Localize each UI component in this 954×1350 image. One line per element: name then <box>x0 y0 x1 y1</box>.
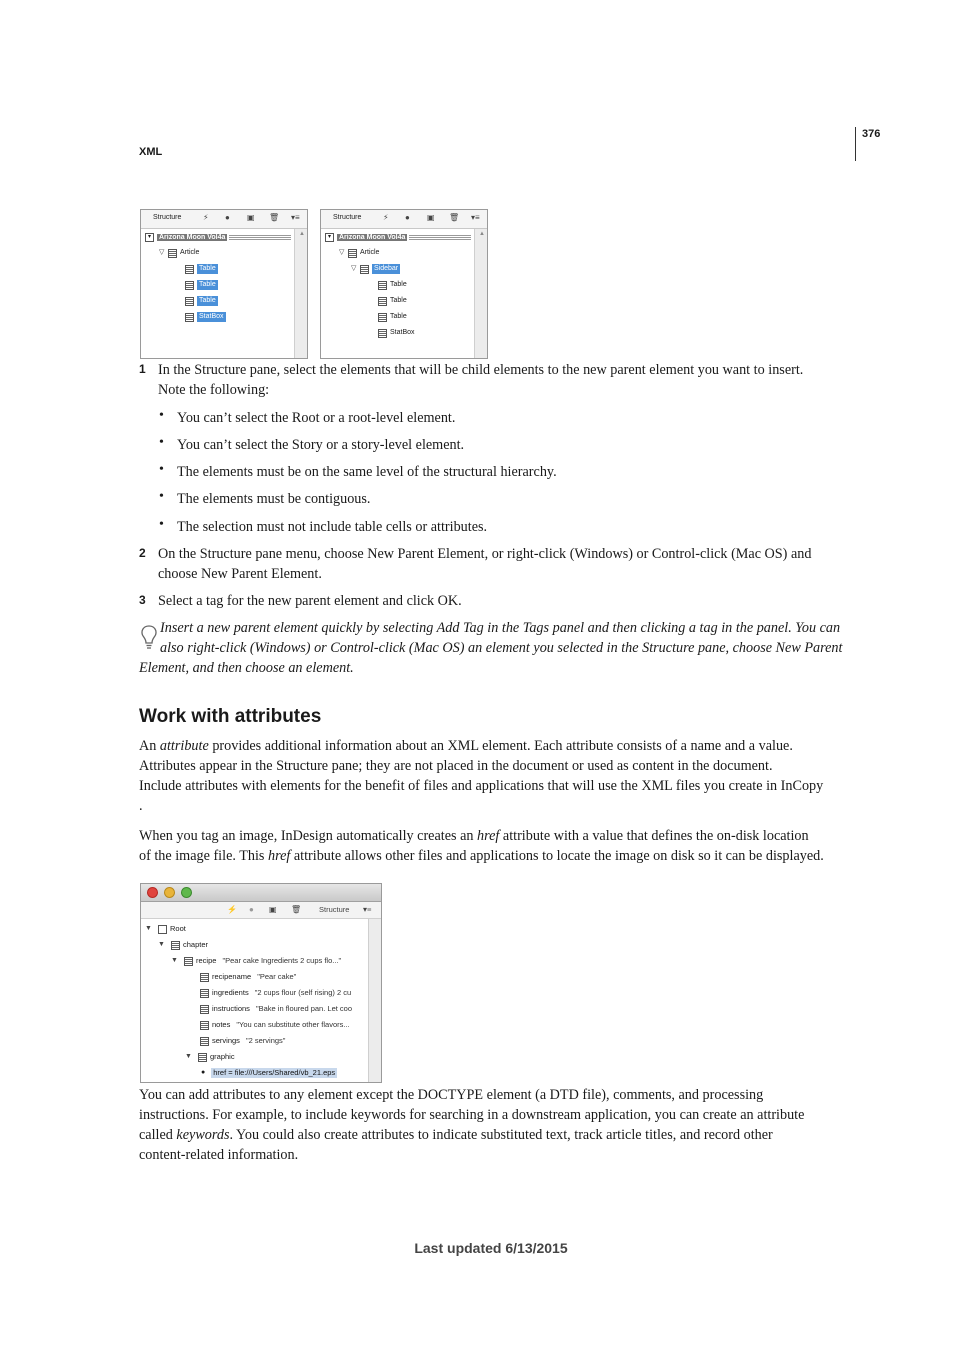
term-keywords: keywords <box>176 1127 230 1143</box>
bullet-marker: • <box>159 435 164 450</box>
lightbulb-icon <box>139 624 159 652</box>
scrollbar[interactable] <box>294 229 307 358</box>
disclosure-triangle-icon[interactable]: ▼ <box>185 1053 192 1060</box>
element-value: "Bake in floured pan. Let coo <box>255 1004 352 1013</box>
bullet-item: The elements must be on the same level of the structural hierarchy. <box>177 464 557 480</box>
structure-toolbar <box>141 902 381 919</box>
element-value: "Pear cake Ingredients 2 cups flo..." <box>222 956 342 965</box>
text-run: provides additional information about an XML element. Each attribute consists of a name and a value. <box>212 738 793 754</box>
structure-window <box>140 883 382 1083</box>
panel-menu-icon[interactable]: ▾≡ <box>363 905 372 914</box>
scrollbar[interactable] <box>474 229 487 358</box>
tree-row-sidebar[interactable] <box>351 264 400 274</box>
paragraph-line: You can add attributes to any element except the DOCTYPE element (a DTD file), comments, and processing <box>139 1087 764 1103</box>
tree-row-instructions[interactable] <box>200 1004 352 1014</box>
zoom-icon[interactable] <box>181 887 192 898</box>
tip-text: Insert a new parent element quickly by selecting Add Tag in the Tags panel and then clicking a tag in the panel. You can <box>160 620 841 636</box>
tree-row-recipe[interactable] <box>171 956 341 966</box>
root-icon <box>158 925 167 934</box>
term-attribute: attribute <box>159 738 209 754</box>
paragraph-line <box>139 826 809 846</box>
root-row[interactable] <box>325 232 471 242</box>
root-stripes <box>409 234 471 241</box>
element-value: "2 cups flour (self rising) 2 cu <box>254 988 352 997</box>
tree-row-href-attribute[interactable] <box>201 1068 337 1078</box>
element-label-selected: StatBox <box>199 313 224 320</box>
tree-row-statbox[interactable] <box>378 328 415 338</box>
tree-row-table[interactable] <box>185 280 218 290</box>
element-label: servings <box>212 1036 240 1045</box>
panel-menu-icon[interactable]: ▾≡ <box>291 213 300 222</box>
circle-icon[interactable]: ● <box>249 905 254 914</box>
article-label: Article <box>360 249 380 256</box>
tree-row-notes[interactable] <box>200 1020 350 1030</box>
bullet-marker: • <box>159 408 164 423</box>
element-label: Table <box>390 313 407 320</box>
step-text: On the Structure pane menu, choose New Parent Element, or right-click (Windows) or Control-click (Mac OS) and <box>158 546 812 562</box>
trash-icon[interactable]: 🗑 <box>449 213 460 222</box>
structure-tab-label[interactable]: Structure <box>319 905 350 914</box>
element-label-selected: Sidebar <box>374 265 399 272</box>
page-number: 376 <box>862 128 881 140</box>
element-icon <box>200 989 209 998</box>
paragraph-line <box>139 736 793 756</box>
paragraph-line: content-related information. <box>139 1147 299 1163</box>
element-label: recipename <box>212 972 252 981</box>
element-label: graphic <box>210 1052 235 1061</box>
element-value: "Pear cake" <box>257 972 297 981</box>
story-icon <box>348 249 357 258</box>
lightning-icon[interactable]: ⚡ <box>227 905 237 914</box>
text-run: attribute with a value that defines the on-disk location <box>502 828 809 844</box>
disclosure-triangle-icon[interactable]: ▽ <box>159 249 165 256</box>
tree-row-statbox[interactable] <box>185 312 226 322</box>
term-href: href <box>267 848 291 864</box>
element-label-selected: Table <box>199 297 216 304</box>
text-run: When you tag an image, InDesign automatically creates an <box>139 828 474 844</box>
tree-row-table[interactable] <box>185 264 218 274</box>
structure-pane-after <box>320 209 488 359</box>
disclosure-triangle-icon[interactable]: ▽ <box>339 249 345 256</box>
footer-last-updated: Last updated 6/13/2015 <box>414 1240 568 1256</box>
element-icon <box>378 329 387 338</box>
root-stripes <box>229 234 291 241</box>
paragraph-line: instructions. For example, to include keywords for searching in a downstream application, you can create an attribute <box>139 1107 805 1123</box>
element-icon <box>200 1037 209 1046</box>
graphic-icon <box>198 1053 207 1062</box>
root-label: Root <box>170 924 186 933</box>
header-divider <box>855 127 856 161</box>
element-icon <box>185 297 194 306</box>
element-value: "2 servings" <box>245 1036 286 1045</box>
paragraph-line <box>139 1125 773 1145</box>
bullet-item: You can’t select the Root or a root-level element. <box>177 410 456 426</box>
attribute-bullet-icon: ● <box>201 1069 206 1076</box>
element-label: StatBox <box>390 329 415 336</box>
section-label: XML <box>139 146 163 158</box>
paragraph-line <box>139 846 824 866</box>
element-icon <box>200 1021 209 1030</box>
paragraph-line: Attributes appear in the Structure pane; they are not placed in the document or used as content in the document. <box>139 758 773 774</box>
text-run: of the image file. This <box>139 848 265 864</box>
tree-row-root[interactable] <box>145 924 186 934</box>
structure-pane-before <box>140 209 308 359</box>
element-icon <box>185 265 194 274</box>
trash-icon[interactable]: 🗑 <box>269 213 280 222</box>
tree-row-recipename[interactable] <box>200 972 296 982</box>
bullet-item: The elements must be contiguous. <box>177 491 371 507</box>
article-label: Article <box>180 249 200 256</box>
bullet-item: The selection must not include table cells or attributes. <box>177 519 488 535</box>
tree-row-article[interactable] <box>159 248 199 258</box>
tree-row-ingredients[interactable] <box>200 988 351 998</box>
element-label: chapter <box>183 940 209 949</box>
element-icon <box>360 265 369 274</box>
panel-menu-icon[interactable]: ▾≡ <box>471 213 480 222</box>
element-label: notes <box>212 1020 231 1029</box>
bullet-marker: • <box>159 489 164 504</box>
root-label: Arizona Moon Vol4a <box>339 233 406 241</box>
step-text-continued: choose New Parent Element. <box>158 566 322 582</box>
structure-toolbar <box>141 210 307 229</box>
trash-icon[interactable]: 🗑 <box>291 905 302 914</box>
tree-row-article[interactable] <box>339 248 379 258</box>
step-text: In the Structure pane, select the elements that will be child elements to the new parent element you want to insert. <box>158 362 804 378</box>
text-run: . You could also create attributes to indicate substituted text, track article titles, and record other <box>229 1127 773 1143</box>
element-icon <box>185 313 194 322</box>
tree-row-table[interactable] <box>378 280 407 290</box>
story-icon <box>168 249 177 258</box>
bullet-marker: • <box>159 517 164 532</box>
element-icon <box>200 973 209 982</box>
structure-tab-label: Structure <box>333 214 362 221</box>
tree-row-graphic[interactable] <box>185 1052 235 1062</box>
step-text: Select a tag for the new parent element and click OK. <box>158 593 462 609</box>
disclosure-triangle-icon[interactable]: ▼ <box>171 957 178 964</box>
element-label: instructions <box>212 1004 250 1013</box>
root-row[interactable] <box>145 232 291 242</box>
new-element-icon[interactable]: ▣ <box>269 905 277 914</box>
element-icon <box>378 297 387 306</box>
minimize-icon[interactable] <box>164 887 175 898</box>
element-icon <box>378 313 387 322</box>
element-label: ingredients <box>212 988 249 997</box>
circle-icon[interactable]: ● <box>405 213 410 222</box>
tree-row-table[interactable] <box>378 312 407 322</box>
tree-row-table[interactable] <box>185 296 218 306</box>
element-label: Table <box>390 281 407 288</box>
scroll-up-icon[interactable]: ▲ <box>299 231 305 237</box>
structure-toolbar <box>321 210 487 229</box>
element-value: "You can substitute other flavors... <box>236 1020 350 1029</box>
paragraph-line: Include attributes with elements for the benefit of files and applications that will use the XML files you create in InCopy <box>139 778 824 794</box>
disclosure-triangle-icon[interactable]: ▽ <box>351 265 357 272</box>
element-icon <box>200 1005 209 1014</box>
tip-text: also right-click (Windows) or Control-click (Mac OS) an element you selected in the Structure pane, choose New Parent <box>160 640 843 656</box>
step-number: 1 <box>139 362 146 376</box>
element-label-selected: Table <box>199 281 216 288</box>
element-label-selected: Table <box>199 265 216 272</box>
circle-icon[interactable]: ● <box>225 213 230 222</box>
tree-row-table[interactable] <box>378 296 407 306</box>
disclosure-triangle-icon[interactable]: ▼ <box>158 941 165 948</box>
lightning-icon[interactable]: ⚡ <box>383 213 389 222</box>
element-label: recipe <box>196 956 217 965</box>
attribute-label-selected: href = file:///Users/Shared/vb_21.eps <box>213 1068 336 1077</box>
text-run: attribute allows other files and applications to locate the image on disk so it can be displayed. <box>293 848 824 864</box>
text-run: An <box>139 738 157 754</box>
element-icon <box>184 957 193 966</box>
scrollbar[interactable] <box>368 919 381 1082</box>
new-element-icon[interactable]: ▣ <box>247 213 255 222</box>
tree-row-chapter[interactable] <box>158 940 208 950</box>
story-icon <box>171 941 180 950</box>
lightning-icon[interactable]: ⚡ <box>203 213 209 222</box>
close-icon[interactable] <box>147 887 158 898</box>
bullet-item: You can’t select the Story or a story-level element. <box>177 437 465 453</box>
scroll-up-icon[interactable]: ▲ <box>479 231 485 237</box>
structure-tab-label: Structure <box>153 214 182 221</box>
step-number: 3 <box>139 593 146 607</box>
text-run: called <box>139 1127 173 1143</box>
root-toggle-icon[interactable]: ▾ <box>325 233 334 242</box>
new-element-icon[interactable]: ▣ <box>427 213 435 222</box>
root-label: Arizona Moon Vol4a <box>159 233 226 241</box>
step-number: 2 <box>139 546 146 560</box>
element-label: Table <box>390 297 407 304</box>
element-icon <box>185 281 194 290</box>
window-titlebar <box>141 884 381 902</box>
disclosure-triangle-icon[interactable]: ▼ <box>145 925 152 932</box>
bullet-marker: • <box>159 462 164 477</box>
step-text-continued: Note the following: <box>158 382 270 398</box>
term-href: href <box>477 828 500 844</box>
tip-text: Element, and then choose an element. <box>139 660 354 676</box>
tree-row-servings[interactable] <box>200 1036 285 1046</box>
paragraph-line: . <box>139 798 143 814</box>
element-icon <box>378 281 387 290</box>
root-toggle-icon[interactable]: ▾ <box>145 233 154 242</box>
section-heading: Work with attributes <box>139 706 322 727</box>
